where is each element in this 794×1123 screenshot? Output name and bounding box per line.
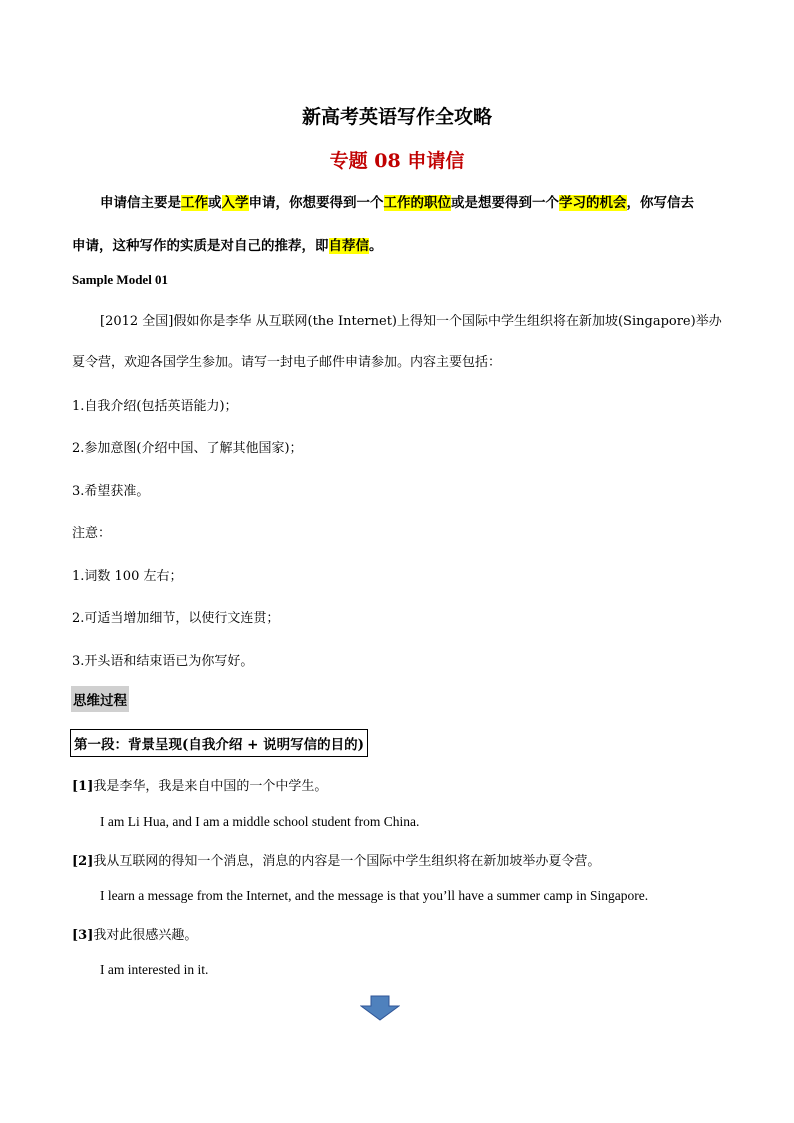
intro-line-2 [72, 234, 383, 254]
prompt-line-2: 夏令营，欢迎各国学生参加。请写一封电子邮件申请参加。内容主要包括： [72, 355, 502, 370]
page-title: 新高考英语写作全攻略 [301, 106, 492, 128]
intro-text: 或 [208, 195, 222, 211]
intro-text: 申请，这种写作的实质是对自己的推荐，即 [72, 238, 329, 254]
step-en-2: I learn a message from the Internet, and the message is that you’ll have a summer camp in Singapore. [100, 888, 649, 903]
step-cn-1 [72, 775, 327, 794]
intro-text: 申请，你想要得到一个 [248, 195, 384, 211]
step-en-1: I am Li Hua, and I am a middle school student from China. [100, 814, 420, 829]
prompt-item-2: 2.参加意图(介绍中国、了解其他国家)； [72, 441, 303, 456]
note-item-2: 2.可适当增加细节，以使行文连贯； [72, 611, 280, 626]
highlight-work: 工作 [181, 195, 208, 211]
prompt-item-3: 3.希望获准。 [72, 484, 150, 499]
note-label: 注意： [72, 526, 112, 541]
step-cn-3 [72, 924, 197, 943]
note-item-1: 1.词数 100 左右； [72, 569, 183, 584]
step-number: [3] [72, 928, 94, 943]
intro-line-1 [100, 191, 694, 211]
step-chinese-text: 我从互联网的得知一个消息，消息的内容是一个国际中学生组织将在新加坡举办夏令营。 [93, 854, 601, 869]
down-arrow-icon [360, 995, 400, 1021]
step-chinese-text: 我是李华，我是来自中国的一个中学生。 [93, 779, 328, 794]
sample-model-label: Sample Model 01 [72, 272, 169, 287]
highlight-study-chance: 学习的机会 [559, 195, 627, 211]
page-subtitle: 专题 08 申请信 [329, 150, 465, 172]
intro-text: 申请信主要是 [100, 195, 181, 211]
intro-text: ，你写信去 [626, 195, 694, 211]
intro-text: 或是想要得到一个 [451, 195, 559, 211]
section-1-label: 第一段：背景呈现(自我介绍 + 说明写信的目的) [70, 729, 368, 757]
intro-text: 。 [369, 238, 383, 254]
step-number: [1] [72, 779, 94, 794]
highlight-self-recommendation: 自荐信 [328, 238, 369, 254]
highlight-admission: 入学 [221, 195, 249, 211]
step-en-3: I am interested in it. [100, 962, 209, 977]
prompt-item-1: 1.自我介绍(包括英语能力)； [72, 399, 238, 414]
thinking-process-label: 思维过程 [71, 686, 129, 712]
prompt-line-1: [2012 全国]假如你是李华 从互联网(the Internet)上得知一个国际中学生组织将在新加坡(Singapore)举办 [100, 314, 722, 329]
step-chinese-text: 我对此很感兴趣。 [93, 928, 198, 943]
note-item-3: 3.开头语和结束语已为你写好。 [72, 654, 254, 669]
step-cn-2 [72, 850, 600, 869]
step-number: [2] [72, 854, 94, 869]
highlight-job-position: 工作的职位 [383, 195, 451, 211]
